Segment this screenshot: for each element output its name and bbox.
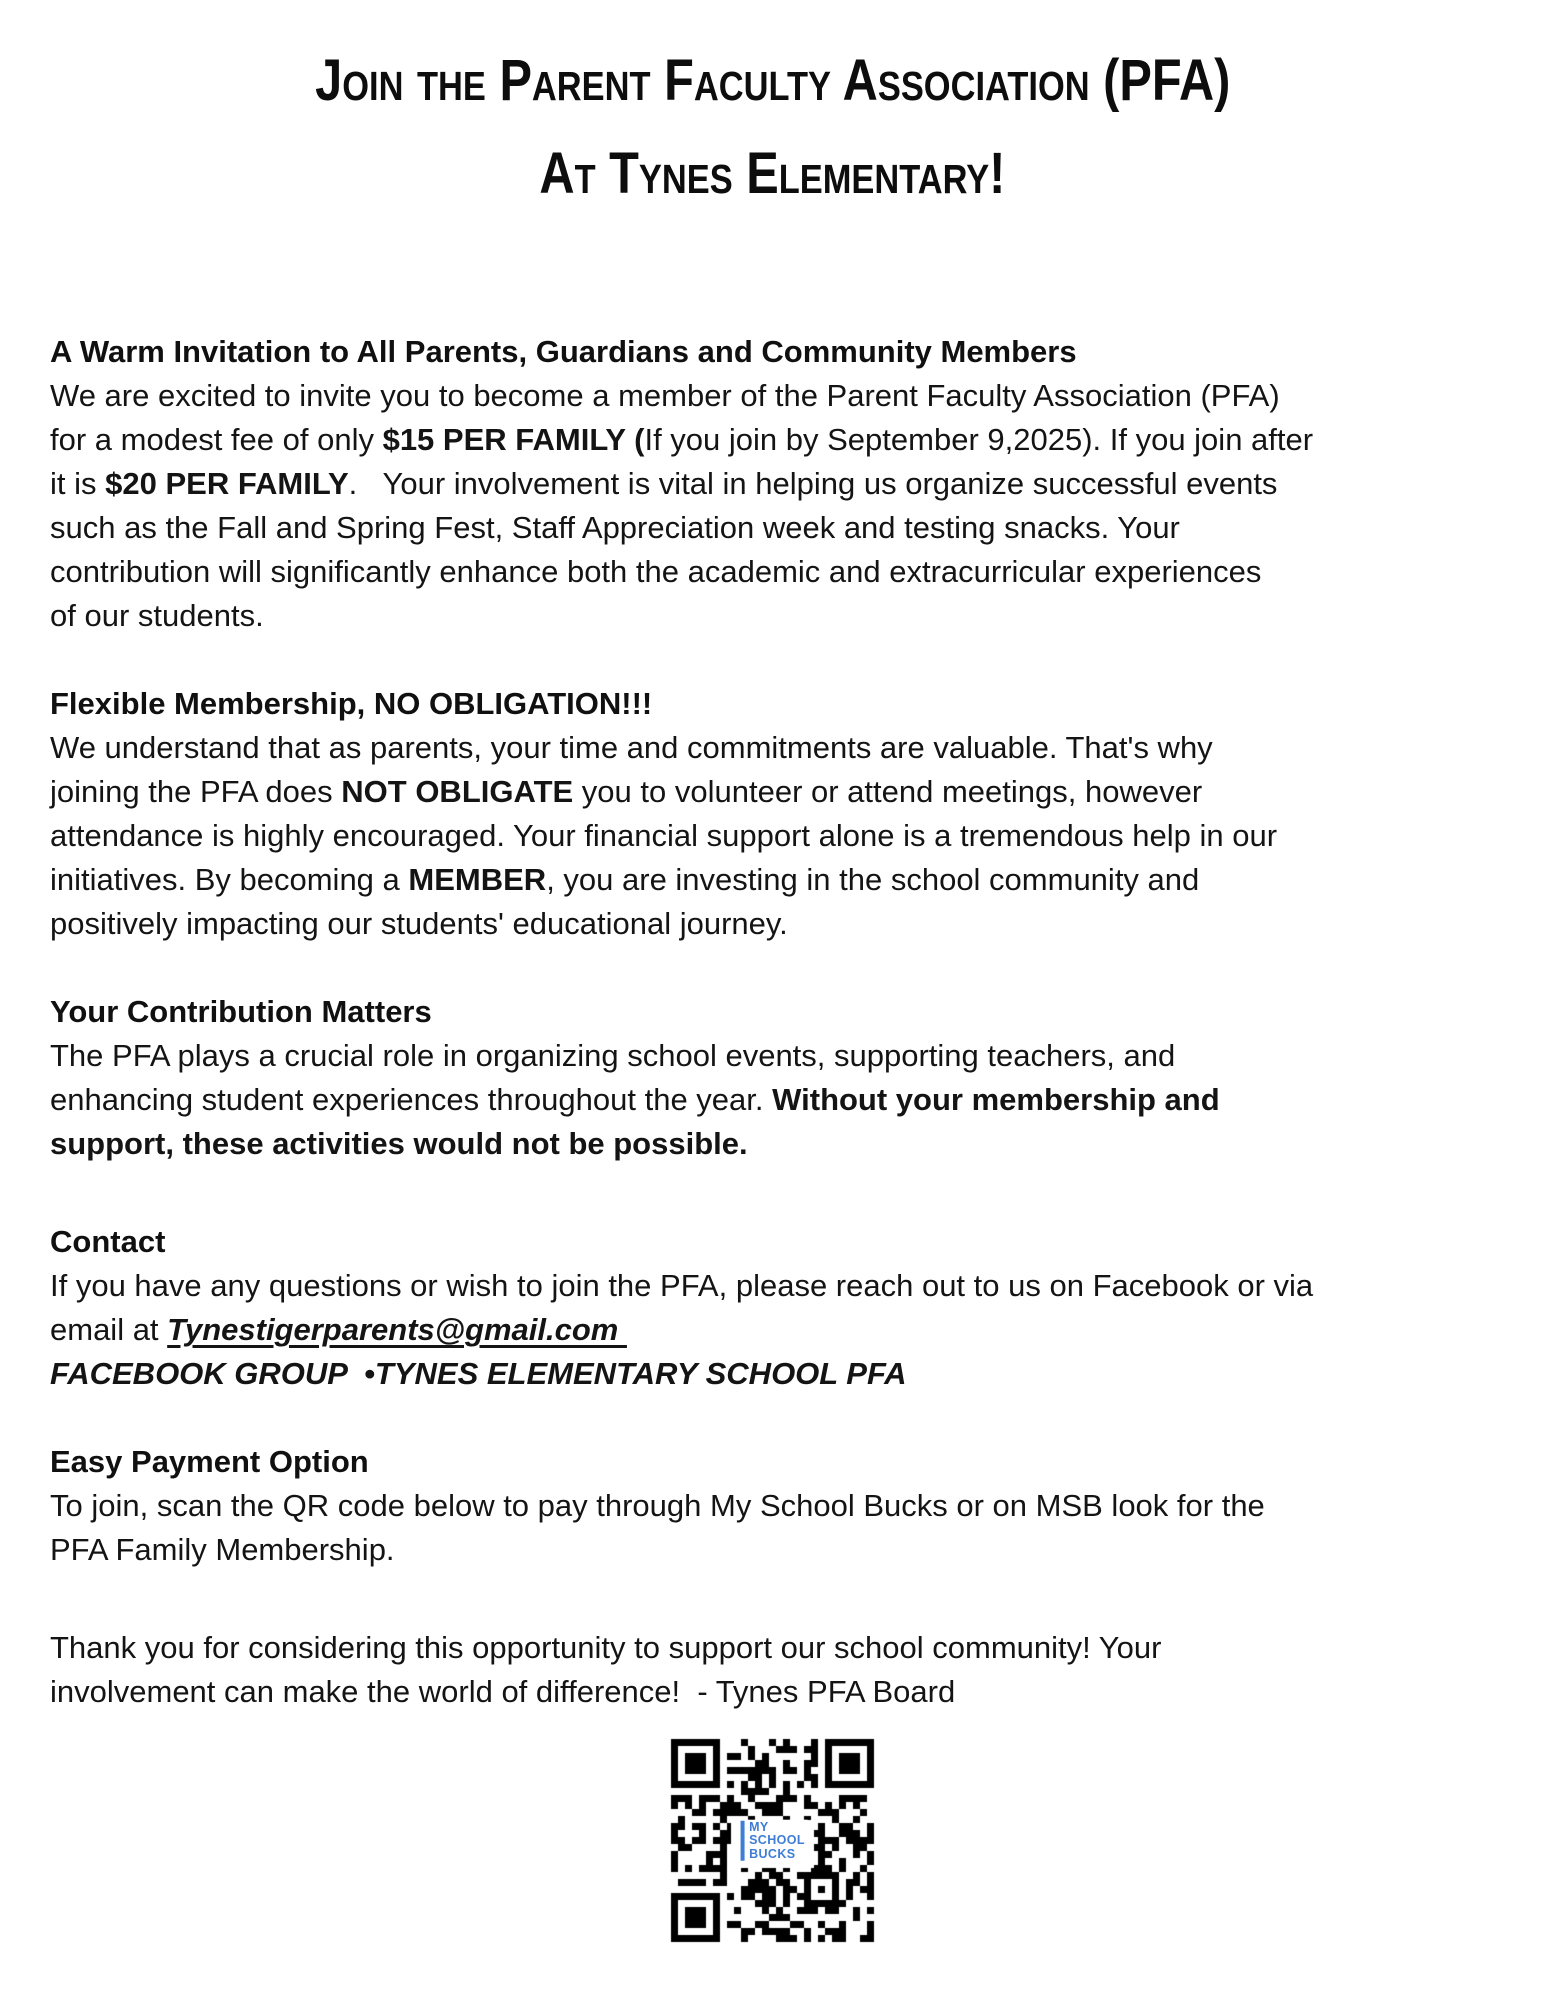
text-line: attendance is highly encouraged. Your financial support alone is a tremendous help in our <box>50 818 1278 853</box>
text-line: contribution will significantly enhance both the academic and extracurricular experiences <box>50 554 1262 589</box>
text-line: for a modest fee of only $15 PER FAMILY (If you join by September 9,2025). If you join after <box>50 422 1314 457</box>
text-line: joining the PFA does NOT OBLIGATE you to volunteer or attend meetings, however <box>50 774 1203 809</box>
heading-contribution: Your Contribution Matters <box>50 994 432 1029</box>
msb-logo-text: MY SCHOOL BUCKS <box>749 1819 805 1861</box>
msb-logo-bar <box>740 1820 744 1861</box>
text-line: such as the Fall and Spring Fest, Staff Appreciation week and testing snacks. Your <box>50 510 1180 545</box>
flyer-body <box>0 330 1545 1714</box>
title-line-1-text: Join the Parent Faculty Association (PFA) <box>314 48 1231 113</box>
text-line: We understand that as parents, your time and commitments are valuable. That's why <box>50 730 1213 765</box>
text-line: support, these activities would not be possible. <box>50 1126 748 1161</box>
text-line: The PFA plays a crucial role in organizing school events, supporting teachers, and <box>50 1038 1176 1073</box>
heading-membership: Flexible Membership, NO OBLIGATION!!! <box>50 686 653 721</box>
email-link[interactable]: Tynestigerparents@gmail.com <box>167 1312 627 1347</box>
qr-code <box>662 1730 883 1951</box>
title-line-2-text: At Tynes Elementary! <box>539 141 1006 206</box>
text-line: If you have any questions or wish to join the PFA, please reach out to us on Facebook or via <box>50 1268 1314 1303</box>
paragraph-invitation <box>50 374 1461 638</box>
text-line: To join, scan the QR code below to pay through My School Bucks or on MSB look for the <box>50 1488 1265 1523</box>
text-line: positively impacting our students' educational journey. <box>50 906 788 941</box>
msb-logo <box>737 1819 808 1862</box>
section-gap <box>50 946 1461 990</box>
text-line: of our students. <box>50 598 264 633</box>
page-title <box>0 0 1545 228</box>
title-line-2 <box>0 135 1545 228</box>
text-line: PFA Family Membership. <box>50 1532 395 1567</box>
section-gap <box>50 1166 1461 1220</box>
paragraph-payment <box>50 1484 1461 1572</box>
heading-payment: Easy Payment Option <box>50 1444 369 1479</box>
section-gap <box>50 638 1461 682</box>
text-line: enhancing student experiences throughout the year. Without your membership and <box>50 1082 1220 1117</box>
text-line: involvement can make the world of difference! - Tynes PFA Board <box>50 1674 956 1709</box>
text-line: it is $20 PER FAMILY. Your involvement is vital in helping us organize successful events <box>50 466 1278 501</box>
paragraph-membership <box>50 726 1461 946</box>
text-line: initiatives. By becoming a MEMBER, you are investing in the school community and <box>50 862 1200 897</box>
title-line-1 <box>0 42 1545 135</box>
section-gap <box>50 1572 1461 1626</box>
text-line: email at Tynestigerparents@gmail.com <box>50 1312 627 1347</box>
text-line: Thank you for considering this opportunity to support our school community! Your <box>50 1630 1162 1665</box>
text-line <box>50 1352 1461 1396</box>
paragraph-contact <box>50 1264 1461 1396</box>
heading-contact: Contact <box>50 1224 166 1259</box>
paragraph-contribution <box>50 1034 1461 1166</box>
section-gap <box>50 1396 1461 1440</box>
facebook-group-line: FACEBOOK GROUP •TYNES ELEMENTARY SCHOOL PFA <box>50 1356 907 1391</box>
text-line: We are excited to invite you to become a member of the Parent Faculty Association (PFA) <box>50 378 1280 413</box>
heading-invitation: A Warm Invitation to All Parents, Guardians and Community Members <box>50 334 1077 369</box>
paragraph-closing <box>50 1626 1461 1714</box>
